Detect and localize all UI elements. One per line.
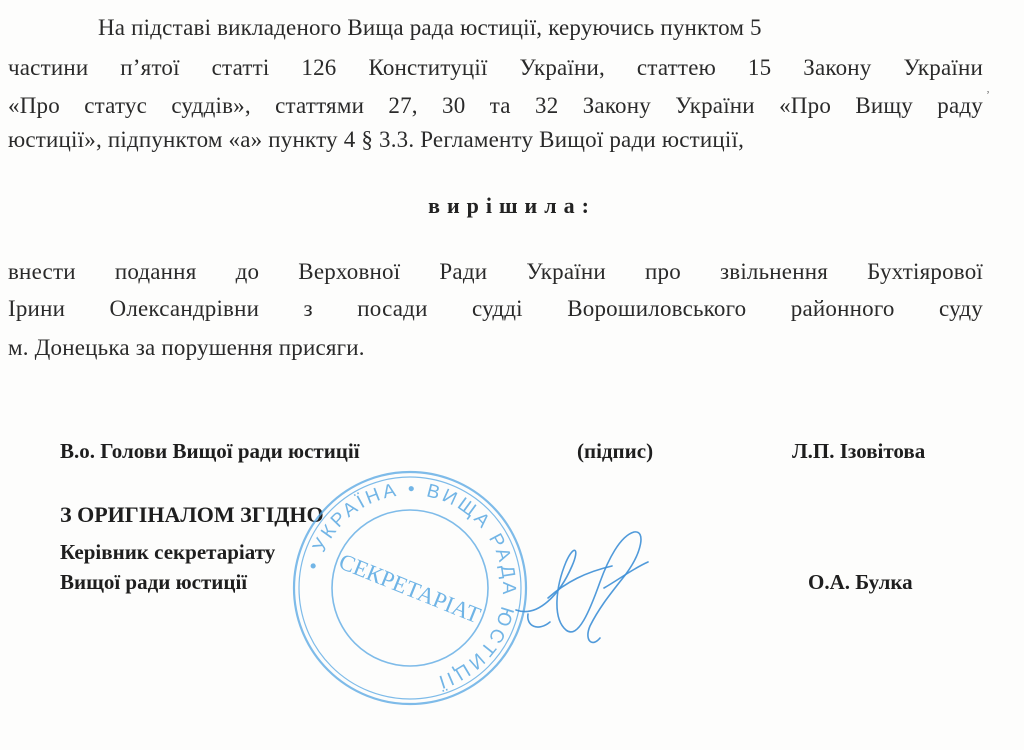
intro-line-1: На підставі викладеного Вища рада юстиції, керуючись пунктом 5 — [98, 15, 762, 40]
scan-mark: ʼ — [986, 88, 990, 102]
intro-line-3: «Про статус суддів», статтями 27, 30 та 32 Закону України «Про Вищу раду — [8, 93, 983, 118]
certifier-name: О.А. Булка — [808, 570, 913, 594]
handwritten-signature — [508, 522, 656, 654]
signer-position: В.о. Голови Вищої ради юстиції — [60, 439, 360, 463]
decision-line-1: внести подання до Верховної Ради України про звільнення Бухтіярової — [8, 259, 983, 284]
certifier-title-line-2: Вищої ради юстиції — [60, 570, 248, 594]
intro-line-4: юстиції», підпунктом «а» пункту 4 § 3.3. Регламенту Вищої ради юстиції, — [8, 127, 745, 152]
signature-note: (підпис) — [577, 439, 654, 463]
official-stamp — [290, 468, 530, 708]
resolved-heading: вирішила: — [428, 193, 596, 218]
stamp-ring-text: • УКРАЇНА • ВИЩА РАДА ЮСТИЦІЇ — [302, 478, 520, 693]
certifier-title-line-1: Керівник секретаріату — [60, 540, 276, 564]
decision-line-3: м. Донецька за порушення присяги. — [8, 335, 365, 360]
intro-line-2: частини п’ятої статті 126 Конституції України, статтею 15 Закону України — [8, 55, 983, 80]
stamp-center-text: СЕКРЕТАРІАТ — [335, 548, 485, 629]
signer-name: Л.П. Ізовітова — [792, 439, 926, 463]
decision-line-2: Ірини Олександрівни з посади судді Ворошиловського районного суду — [8, 296, 983, 321]
certification-heading: З ОРИГІНАЛОМ ЗГІДНО — [60, 502, 324, 527]
